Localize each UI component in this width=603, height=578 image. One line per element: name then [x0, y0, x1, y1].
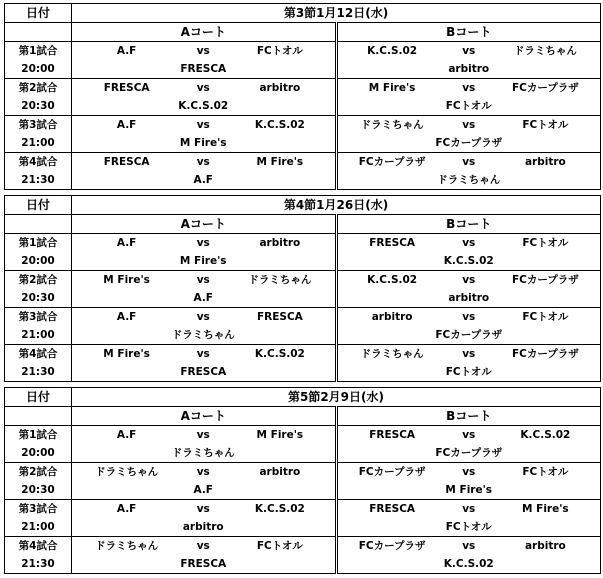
referee-row [5, 134, 601, 153]
home-team: A.F [116, 45, 137, 57]
vs-label: vs [462, 311, 476, 323]
vs-label: vs [196, 45, 210, 57]
away-team: M Fire's [256, 429, 304, 441]
vs-label: vs [196, 311, 210, 323]
home-team: FRESCA [103, 156, 150, 168]
court-b-match [336, 426, 601, 445]
home-team: K.C.S.02 [367, 45, 418, 57]
away-team: M Fire's [256, 156, 304, 168]
match-row [5, 537, 601, 556]
referee-row [5, 171, 601, 190]
schedule-section [4, 195, 601, 382]
vs-label: vs [462, 540, 476, 552]
court-a-referee: A.F [72, 171, 337, 190]
court-a-referee: A.F [72, 481, 337, 500]
away-team: arbitro [259, 82, 301, 94]
game-number: 第3試合 [5, 500, 72, 519]
home-team: arbitro [371, 311, 413, 323]
away-team: FCトオル [522, 119, 569, 131]
referee-row [5, 97, 601, 116]
court-a-referee: M Fire's [72, 252, 337, 271]
vs-label: vs [196, 503, 210, 515]
match-row [5, 463, 601, 482]
away-team: arbitro [259, 466, 301, 478]
vs-label: vs [196, 466, 210, 478]
home-team: A.F [116, 311, 137, 323]
game-number: 第4試合 [5, 153, 72, 172]
vs-label: vs [462, 119, 476, 131]
schedule-table [4, 3, 601, 190]
away-team: K.C.S.02 [254, 348, 305, 360]
court-b-referee: FCカープラザ [336, 326, 601, 345]
time-header-blank [5, 23, 72, 42]
vs-label: vs [196, 429, 210, 441]
home-team: M Fire's [103, 348, 150, 360]
kickoff-time: 20:30 [5, 289, 72, 308]
court-a-referee: ドラミちゃん [72, 444, 337, 463]
away-team: FCトオル [522, 237, 569, 249]
away-team: K.C.S.02 [520, 429, 571, 441]
away-team: M Fire's [522, 503, 569, 515]
match-row [5, 153, 601, 172]
court-b-match [336, 79, 601, 98]
away-team: ドラミちゃん [513, 45, 577, 57]
vs-label: vs [462, 237, 476, 249]
away-team: FCトオル [256, 45, 303, 57]
referee-row [5, 326, 601, 345]
vs-label: vs [196, 156, 210, 168]
vs-label: vs [196, 119, 210, 131]
kickoff-time: 21:30 [5, 363, 72, 382]
away-team: FCカープラザ [511, 348, 579, 360]
game-number: 第1試合 [5, 42, 72, 61]
home-team: FCカープラザ [358, 156, 426, 168]
kickoff-time: 21:00 [5, 326, 72, 345]
vs-label: vs [462, 274, 476, 286]
home-team: FRESCA [103, 82, 150, 94]
game-number: 第1試合 [5, 426, 72, 445]
vs-label: vs [462, 45, 476, 57]
court-a-header: Aコート [72, 407, 337, 426]
vs-label: vs [196, 348, 210, 360]
game-number: 第1試合 [5, 234, 72, 253]
home-team: M Fire's [368, 82, 416, 94]
court-b-referee: M Fire's [336, 481, 601, 500]
court-a-referee: FRESCA [72, 60, 337, 79]
kickoff-time: 21:30 [5, 171, 72, 190]
match-row [5, 426, 601, 445]
court-b-referee: K.C.S.02 [336, 555, 601, 574]
referee-row [5, 444, 601, 463]
court-b-match [336, 463, 601, 482]
court-a-match [72, 308, 337, 327]
home-team: A.F [116, 119, 137, 131]
referee-row [5, 289, 601, 308]
court-b-referee: K.C.S.02 [336, 252, 601, 271]
referee-row [5, 363, 601, 382]
court-b-match [336, 537, 601, 556]
home-team: ドラミちゃん [95, 466, 159, 478]
court-b-referee: arbitro [336, 60, 601, 79]
match-row [5, 271, 601, 290]
match-row [5, 116, 601, 135]
game-number: 第4試合 [5, 537, 72, 556]
away-team: ドラミちゃん [248, 274, 312, 286]
court-b-referee: FCカープラザ [336, 444, 601, 463]
court-a-match [72, 426, 337, 445]
match-row [5, 234, 601, 253]
home-team: FRESCA [369, 237, 416, 249]
home-team: ドラミちゃん [360, 119, 424, 131]
court-a-referee: M Fire's [72, 134, 337, 153]
court-b-match [336, 116, 601, 135]
vs-label: vs [462, 466, 476, 478]
court-a-header: Aコート [72, 215, 337, 234]
home-team: FRESCA [369, 503, 416, 515]
court-a-match [72, 345, 337, 364]
home-team: ドラミちゃん [95, 540, 159, 552]
vs-label: vs [462, 82, 476, 94]
court-b-referee: FCトオル [336, 518, 601, 537]
schedule-section [4, 3, 601, 190]
court-a-match [72, 153, 337, 172]
match-row [5, 308, 601, 327]
away-team: arbitro [259, 237, 301, 249]
vs-label: vs [196, 237, 210, 249]
date-header: 日付 [5, 4, 72, 23]
kickoff-time: 20:00 [5, 60, 72, 79]
court-b-match [336, 42, 601, 61]
game-number: 第2試合 [5, 463, 72, 482]
vs-label: vs [462, 503, 476, 515]
court-a-referee: arbitro [72, 518, 337, 537]
vs-label: vs [196, 540, 210, 552]
schedule-table [4, 195, 601, 382]
home-team: A.F [116, 503, 137, 515]
away-team: arbitro [524, 156, 566, 168]
away-team: arbitro [524, 540, 566, 552]
away-team: FCトオル [522, 311, 569, 323]
vs-label: vs [196, 82, 210, 94]
matchday-title: 第4節1月26日(水) [72, 196, 601, 215]
court-b-header: Bコート [336, 407, 601, 426]
kickoff-time: 21:00 [5, 134, 72, 153]
court-a-header: Aコート [72, 23, 337, 42]
vs-label: vs [462, 156, 476, 168]
court-a-match [72, 42, 337, 61]
home-team: A.F [116, 429, 137, 441]
court-b-referee: FCカープラザ [336, 134, 601, 153]
court-a-match [72, 537, 337, 556]
away-team: K.C.S.02 [254, 503, 305, 515]
away-team: FCカープラザ [511, 82, 579, 94]
away-team: FCトオル [256, 540, 303, 552]
court-b-referee: arbitro [336, 289, 601, 308]
match-row [5, 500, 601, 519]
matchday-title: 第3節1月12日(水) [72, 4, 601, 23]
court-a-referee: FRESCA [72, 363, 337, 382]
court-b-referee: FCトオル [336, 363, 601, 382]
match-row [5, 42, 601, 61]
kickoff-time: 20:00 [5, 444, 72, 463]
court-b-match [336, 308, 601, 327]
referee-row [5, 518, 601, 537]
home-team: K.C.S.02 [367, 274, 418, 286]
court-a-match [72, 271, 337, 290]
court-a-referee: A.F [72, 289, 337, 308]
court-a-match [72, 116, 337, 135]
court-b-match [336, 271, 601, 290]
court-b-match [336, 234, 601, 253]
court-a-referee: ドラミちゃん [72, 326, 337, 345]
game-number: 第2試合 [5, 271, 72, 290]
vs-label: vs [462, 348, 476, 360]
away-team: FCカープラザ [511, 274, 579, 286]
home-team: A.F [116, 237, 137, 249]
game-number: 第3試合 [5, 308, 72, 327]
court-a-referee: K.C.S.02 [72, 97, 337, 116]
home-team: ドラミちゃん [360, 348, 424, 360]
court-b-match [336, 153, 601, 172]
court-b-referee: ドラミちゃん [336, 171, 601, 190]
home-team: FRESCA [369, 429, 416, 441]
time-header-blank [5, 407, 72, 426]
court-a-match [72, 463, 337, 482]
home-team: FCカープラザ [358, 540, 426, 552]
kickoff-time: 21:30 [5, 555, 72, 574]
game-number: 第3試合 [5, 116, 72, 135]
vs-label: vs [462, 429, 476, 441]
game-number: 第4試合 [5, 345, 72, 364]
schedule-table [4, 387, 601, 574]
away-team: FCトオル [522, 466, 569, 478]
court-b-referee: FCトオル [336, 97, 601, 116]
away-team: K.C.S.02 [254, 119, 305, 131]
court-b-match [336, 345, 601, 364]
court-b-header: Bコート [336, 23, 601, 42]
match-row [5, 79, 601, 98]
referee-row [5, 60, 601, 79]
date-header: 日付 [5, 196, 72, 215]
referee-row [5, 555, 601, 574]
referee-row [5, 481, 601, 500]
game-number: 第2試合 [5, 79, 72, 98]
home-team: M Fire's [103, 274, 150, 286]
away-team: FRESCA [256, 311, 303, 323]
court-b-match [336, 500, 601, 519]
match-row [5, 345, 601, 364]
court-a-match [72, 79, 337, 98]
kickoff-time: 20:00 [5, 252, 72, 271]
court-a-referee: FRESCA [72, 555, 337, 574]
vs-label: vs [196, 274, 210, 286]
referee-row [5, 252, 601, 271]
kickoff-time: 20:30 [5, 97, 72, 116]
court-a-match [72, 500, 337, 519]
matchday-title: 第5節2月9日(水) [72, 388, 601, 407]
kickoff-time: 20:30 [5, 481, 72, 500]
court-b-header: Bコート [336, 215, 601, 234]
kickoff-time: 21:00 [5, 518, 72, 537]
time-header-blank [5, 215, 72, 234]
court-a-match [72, 234, 337, 253]
date-header: 日付 [5, 388, 72, 407]
schedule-section [4, 387, 601, 574]
home-team: FCカープラザ [358, 466, 426, 478]
